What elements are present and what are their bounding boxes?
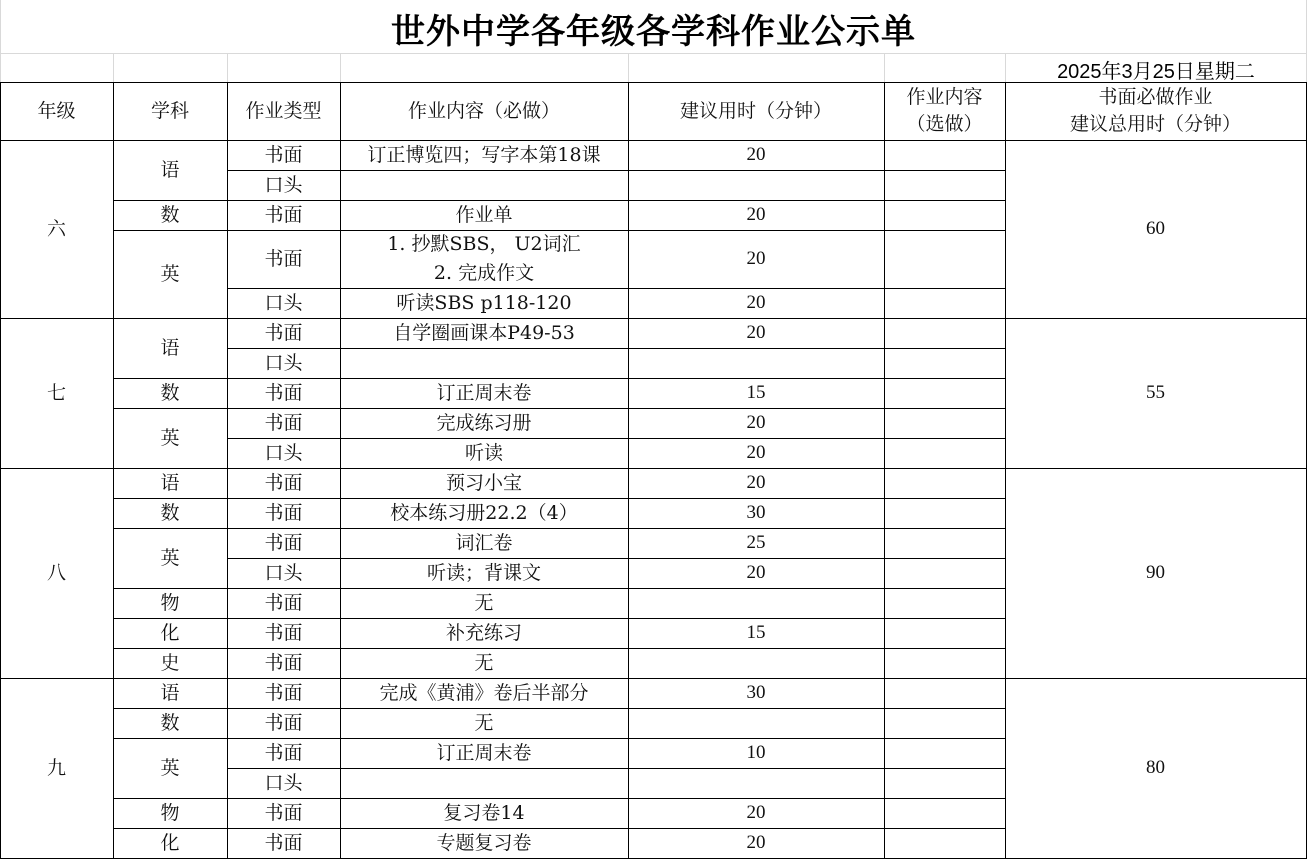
homework-time: 15 — [746, 382, 766, 403]
grade-name: 六 — [46, 218, 66, 240]
grade-name: 七 — [46, 382, 66, 404]
homework-time: 20 — [746, 472, 766, 493]
homework-content: 预习小宝 — [445, 472, 522, 494]
header-time: 建议用时（分钟） — [679, 100, 832, 122]
homework-type: 书面 — [264, 712, 303, 734]
homework-time: 20 — [746, 248, 766, 269]
homework-type: 书面 — [264, 652, 303, 674]
homework-time — [628, 348, 884, 378]
homework-optional — [884, 528, 1005, 558]
header-optional-line: 作业内容 — [906, 86, 983, 108]
homework-content — [340, 170, 628, 200]
homework-type: 书面 — [264, 204, 303, 226]
homework-content — [340, 768, 628, 798]
homework-optional — [884, 378, 1005, 408]
homework-optional — [884, 408, 1005, 438]
homework-type: 书面 — [264, 144, 303, 166]
subject-name: 物 — [160, 592, 180, 614]
homework-content: 完成《黄浦》卷后半部分 — [379, 682, 589, 704]
subject-name: 史 — [160, 652, 180, 674]
homework-time — [628, 170, 884, 200]
homework-type: 书面 — [264, 322, 303, 344]
grade-name: 八 — [46, 562, 66, 584]
subject-name: 物 — [160, 802, 180, 824]
homework-type: 口头 — [264, 772, 303, 794]
homework-type: 书面 — [264, 832, 303, 854]
homework-optional — [884, 318, 1005, 348]
column-border — [0, 82, 1, 858]
homework-time: 20 — [746, 832, 766, 853]
homework-type: 口头 — [264, 442, 303, 464]
subject-name: 化 — [160, 832, 180, 854]
homework-time: 20 — [746, 412, 766, 433]
header-optional — [884, 82, 1005, 140]
homework-type: 书面 — [264, 472, 303, 494]
date-label: 2025年3月25日星期二 — [1057, 60, 1255, 83]
homework-optional — [884, 678, 1005, 708]
column-border — [1005, 82, 1006, 858]
grade-total-time: 55 — [1146, 382, 1165, 403]
grade-total-time: 60 — [1146, 218, 1165, 239]
header-grade: 年级 — [37, 100, 76, 122]
header-subject: 学科 — [150, 100, 189, 122]
homework-time: 20 — [746, 292, 766, 313]
homework-content: 补充练习 — [445, 622, 522, 644]
homework-content: 订正博览四；写字本第18课 — [367, 144, 601, 166]
homework-content: 自学圈画课本P49-53 — [393, 322, 575, 344]
homework-type: 口头 — [264, 174, 303, 196]
column-border — [884, 82, 885, 858]
homework-optional — [884, 498, 1005, 528]
homework-type: 口头 — [264, 292, 303, 314]
homework-optional — [884, 798, 1005, 828]
homework-optional — [884, 648, 1005, 678]
homework-optional — [884, 708, 1005, 738]
subject-name: 英 — [160, 427, 180, 449]
homework-time — [628, 708, 884, 738]
homework-optional — [884, 558, 1005, 588]
homework-content: 无 — [474, 652, 494, 674]
subject-name: 化 — [160, 622, 180, 644]
homework-time: 20 — [746, 442, 766, 463]
header-total-line: 书面必做作业 — [1098, 86, 1213, 108]
column-border — [628, 82, 629, 858]
subject-name: 数 — [160, 712, 180, 734]
homework-time — [628, 588, 884, 618]
header-total — [1005, 82, 1306, 140]
homework-type: 口头 — [264, 562, 303, 584]
homework-type: 书面 — [264, 742, 303, 764]
subject-name: 数 — [160, 382, 180, 404]
homework-optional — [884, 738, 1005, 768]
homework-content: 订正周末卷 — [436, 382, 532, 404]
homework-content: 听读 — [464, 442, 503, 464]
header-type: 作业类型 — [245, 100, 322, 122]
homework-optional — [884, 288, 1005, 318]
homework-type: 书面 — [264, 592, 303, 614]
subject-name: 语 — [160, 159, 180, 181]
date-row-gridline — [1005, 54, 1006, 82]
homework-optional — [884, 588, 1005, 618]
homework-time: 15 — [746, 622, 766, 643]
date-row-gridline — [227, 54, 228, 82]
homework-type: 书面 — [264, 412, 303, 434]
subject-name: 英 — [160, 263, 180, 285]
homework-type: 书面 — [264, 532, 303, 554]
homework-type: 书面 — [264, 382, 303, 404]
homework-time: 20 — [746, 562, 766, 583]
column-border — [113, 82, 114, 858]
homework-time: 25 — [746, 532, 766, 553]
homework-content: 作业单 — [455, 204, 513, 226]
homework-optional — [884, 348, 1005, 378]
homework-time: 20 — [746, 322, 766, 343]
homework-content: 听读；背课文 — [426, 562, 541, 584]
page-title: 世外中学各年级各学科作业公示单 — [391, 11, 916, 52]
homework-optional — [884, 230, 1005, 288]
grade-total-time: 90 — [1146, 562, 1165, 583]
column-border — [340, 82, 341, 858]
homework-optional — [884, 828, 1005, 858]
homework-content: 听读SBS p118-120 — [396, 292, 572, 314]
subject-name: 语 — [160, 682, 180, 704]
homework-time: 20 — [746, 144, 766, 165]
homework-content: 无 — [474, 712, 494, 734]
homework-time: 20 — [746, 802, 766, 823]
homework-time — [628, 648, 884, 678]
homework-optional — [884, 170, 1005, 200]
subject-name: 数 — [160, 502, 180, 524]
homework-content-line: 1. 抄默SBS， U2词汇 — [387, 233, 581, 255]
homework-optional — [884, 468, 1005, 498]
homework-optional — [884, 618, 1005, 648]
homework-content: 词汇卷 — [455, 532, 513, 554]
homework-optional — [884, 438, 1005, 468]
sheet-left-gridline — [0, 0, 1, 82]
grade-total-time: 80 — [1146, 757, 1165, 778]
subject-name: 数 — [160, 204, 180, 226]
homework-content: 复习卷14 — [443, 802, 525, 824]
subject-name: 语 — [160, 337, 180, 359]
subject-name: 语 — [160, 472, 180, 494]
header-optional-line: （选做） — [906, 113, 983, 135]
homework-content-line: 2. 完成作文 — [433, 262, 535, 284]
title-bottom-gridline — [0, 53, 1306, 54]
homework-content — [340, 230, 628, 288]
column-border — [227, 82, 228, 858]
homework-type: 书面 — [264, 502, 303, 524]
homework-optional — [884, 140, 1005, 170]
grade-name: 九 — [46, 757, 66, 779]
homework-type: 口头 — [264, 352, 303, 374]
date-row-gridline — [884, 54, 885, 82]
subject-name: 英 — [160, 547, 180, 569]
date-row-gridline — [113, 54, 114, 82]
homework-content: 专题复习卷 — [436, 832, 532, 854]
homework-type: 书面 — [264, 682, 303, 704]
homework-type: 书面 — [264, 248, 303, 270]
header-required: 作业内容（必做） — [407, 100, 560, 122]
homework-content: 订正周末卷 — [436, 742, 532, 764]
homework-type: 书面 — [264, 622, 303, 644]
homework-time: 30 — [746, 682, 766, 703]
date-row-gridline — [628, 54, 629, 82]
homework-content: 校本练习册22.2（4） — [390, 502, 578, 524]
homework-optional — [884, 768, 1005, 798]
date-row-gridline — [340, 54, 341, 82]
header-total-line: 建议总用时（分钟） — [1069, 113, 1241, 135]
homework-time: 10 — [746, 742, 766, 763]
homework-content — [340, 348, 628, 378]
homework-time: 30 — [746, 502, 766, 523]
homework-time — [628, 768, 884, 798]
homework-time: 20 — [746, 204, 766, 225]
subject-name: 英 — [160, 757, 180, 779]
homework-optional — [884, 200, 1005, 230]
homework-content: 无 — [474, 592, 494, 614]
homework-type: 书面 — [264, 802, 303, 824]
homework-content: 完成练习册 — [436, 412, 532, 434]
